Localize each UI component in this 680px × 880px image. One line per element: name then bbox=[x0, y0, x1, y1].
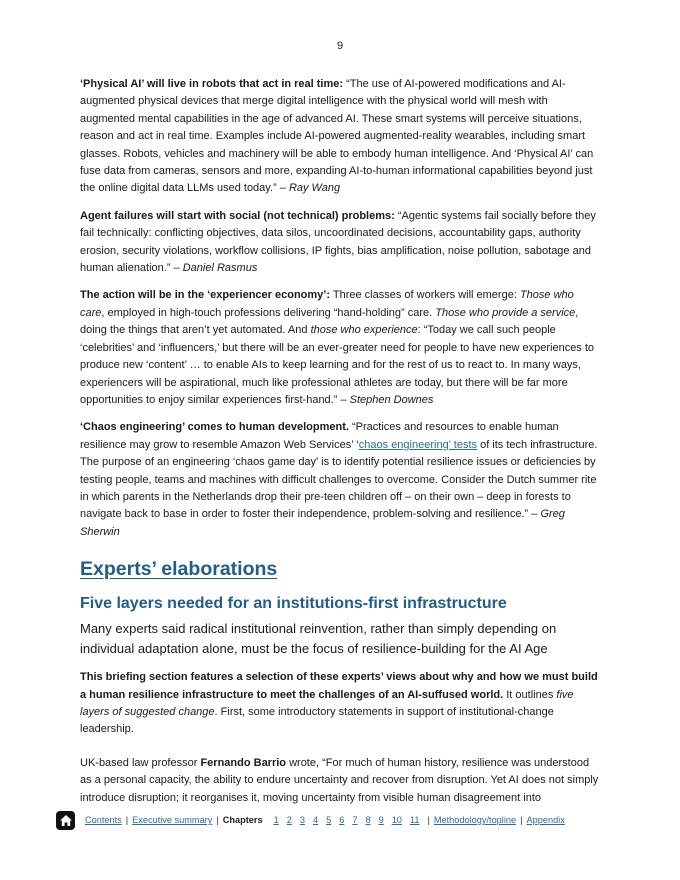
home-icon[interactable] bbox=[56, 811, 75, 830]
section-title: Experts’ elaborations bbox=[80, 558, 278, 581]
chapter-link-1[interactable]: 1 bbox=[273, 815, 279, 825]
author-name: Ray Wang bbox=[288, 182, 341, 195]
methodology-link[interactable]: Methodology/topline bbox=[433, 815, 517, 825]
emphasis-text: five layers of suggested change bbox=[80, 688, 574, 718]
barrio-paragraph bbox=[80, 755, 600, 807]
paragraph-text: , employed in high-touch professions delivering “hand-holding” care. bbox=[101, 306, 436, 319]
author-name: Stephen Downes bbox=[349, 393, 434, 406]
contents-link[interactable]: Contents bbox=[85, 815, 122, 825]
paragraph-text: It outlines bbox=[503, 688, 557, 701]
paragraph-heading: Agent failures will start with social (not technical) problems: bbox=[80, 209, 395, 222]
paragraph-physical-ai bbox=[80, 76, 600, 198]
chapter-link-9[interactable]: 9 bbox=[378, 815, 384, 825]
footer-nav bbox=[56, 810, 565, 830]
paragraph-heading: The action will be in the ‘experiencer economy’: bbox=[80, 289, 331, 302]
emphasis-text: those who experience bbox=[310, 324, 418, 337]
paragraph-agent-failures bbox=[80, 208, 600, 278]
paragraph-heading: ‘Chaos engineering’ comes to human development. bbox=[80, 421, 349, 434]
chapter-link-2[interactable]: 2 bbox=[286, 815, 292, 825]
paragraph-text: UK-based law professor bbox=[80, 756, 201, 769]
paragraph-chaos-engineering bbox=[80, 419, 600, 541]
executive-summary-link[interactable]: Executive summary bbox=[132, 815, 213, 825]
author-name: Greg Sherwin bbox=[80, 508, 565, 538]
paragraph-heading: ‘Physical AI’ will live in robots that act in real time: bbox=[80, 78, 344, 90]
separator: | bbox=[427, 815, 430, 825]
emphasis-text: Those who provide a service bbox=[435, 306, 576, 319]
paragraph-text: “Agentic systems fail socially before they fail technically: conflicting objectives, data silos, uncoordinated decisions, accountability gaps, authority erosion, security violations, workflow collisions, IP fights, bias amplification, noise pollution, sabotage and human alienation.” – bbox=[80, 209, 596, 275]
paragraph-experiencer-economy bbox=[80, 287, 600, 409]
chapters-label: Chapters bbox=[222, 815, 263, 825]
paragraph-text: of its tech infrastructure. The purpose of an engineering ‘chaos game day’ is to identify potential resilience issues or deficiencies by testing people, teams and machines with difficult challenges to overcome. Consider the Dutch summer rite in which parents in the Netherlands drop their pre-teen children off – on their own – deep in forests to navigate back to base in order to foster their independence, problem-solving and resilience.” – bbox=[80, 438, 598, 521]
chapter-link-10[interactable]: 10 bbox=[391, 815, 402, 825]
paragraph-text: wrote, “For much of human history, resilience was understood as a personal capacity, the ability to endure uncertainty and recover from disruption. Yet AI does not simply introduce disruption; it reorganises it, moving uncertainty from visible human disagreement into bbox=[80, 756, 599, 804]
chapter-links bbox=[270, 815, 424, 825]
chaos-engineering-link[interactable]: chaos engineering’ tests bbox=[358, 438, 478, 451]
paragraph-text: . First, some introductory statements in support of institutional-change leadership. bbox=[80, 705, 554, 736]
page-number: 9 bbox=[336, 40, 344, 52]
author-name: Daniel Rasmus bbox=[182, 262, 258, 275]
separator: | bbox=[520, 815, 523, 825]
main-content bbox=[80, 76, 600, 817]
paragraph-text: Three classes of workers will emerge: bbox=[330, 289, 520, 302]
paragraph-text: “Practices and resources to enable human resilience may grow to resemble Amazon Web Services’ ‘ bbox=[80, 421, 559, 451]
separator: | bbox=[125, 815, 129, 825]
appendix-link[interactable]: Appendix bbox=[526, 815, 565, 825]
briefing-paragraph bbox=[80, 669, 600, 739]
briefing-bold: This briefing section features a selection of these experts’ views about why and how we must build a human resilience infrastructure to meet the challenges of an AI-suffused world. bbox=[80, 671, 598, 701]
subsection-title: Five layers needed for an institutions-first infrastructure bbox=[80, 595, 507, 613]
lede-text: Many experts said radical institutional reinvention, rather than simply depending on individual adaptation alone, must be the focus of resilience-building for the AI Age bbox=[80, 621, 557, 657]
chapter-link-5[interactable]: 5 bbox=[326, 815, 332, 825]
paragraph-text: : “Today we call such people ‘celebrities’ and ‘influencers,’ but there will be an ever-greater need for people to have new experiences to produce new ‘content’ … to enable AIs to keep learning and for the rest of us to react to. In many ways, experiencers will be aspirational, much like professional athletes are today, but there will be far more opportunities to enjoy similar experiences first-hand.” – bbox=[80, 324, 595, 406]
chapter-link-3[interactable]: 3 bbox=[299, 815, 305, 825]
emphasis-text: Those who care bbox=[80, 289, 574, 319]
chapter-link-11[interactable]: 11 bbox=[409, 815, 420, 825]
chapter-link-8[interactable]: 8 bbox=[365, 815, 371, 825]
chapter-link-4[interactable]: 4 bbox=[312, 815, 319, 825]
paragraph-text: , doing the things that aren’t yet automated. And bbox=[80, 306, 579, 337]
chapter-link-7[interactable]: 7 bbox=[352, 815, 358, 825]
separator: | bbox=[216, 815, 219, 825]
expert-name: Fernando Barrio bbox=[200, 756, 287, 769]
paragraph-text: “The use of AI-powered modifications and AI-augmented physical devices that merge digital intelligence with the physical world will mesh with augmented mental capabilities in the age of advanced AI. These smart systems will perceive situations, reason and act in real time. Examples include AI-powered augmented-reality wearables, including smart glasses. Robots, vehicles and machinery will be able to embody human intelligence. And ‘Physical AI’ can fuse data from cameras, sensors and more, expanding AI-to-human informational capabilities beyond just the online digital data LLMs used today.” – bbox=[80, 78, 594, 195]
chapter-link-6[interactable]: 6 bbox=[339, 815, 345, 825]
